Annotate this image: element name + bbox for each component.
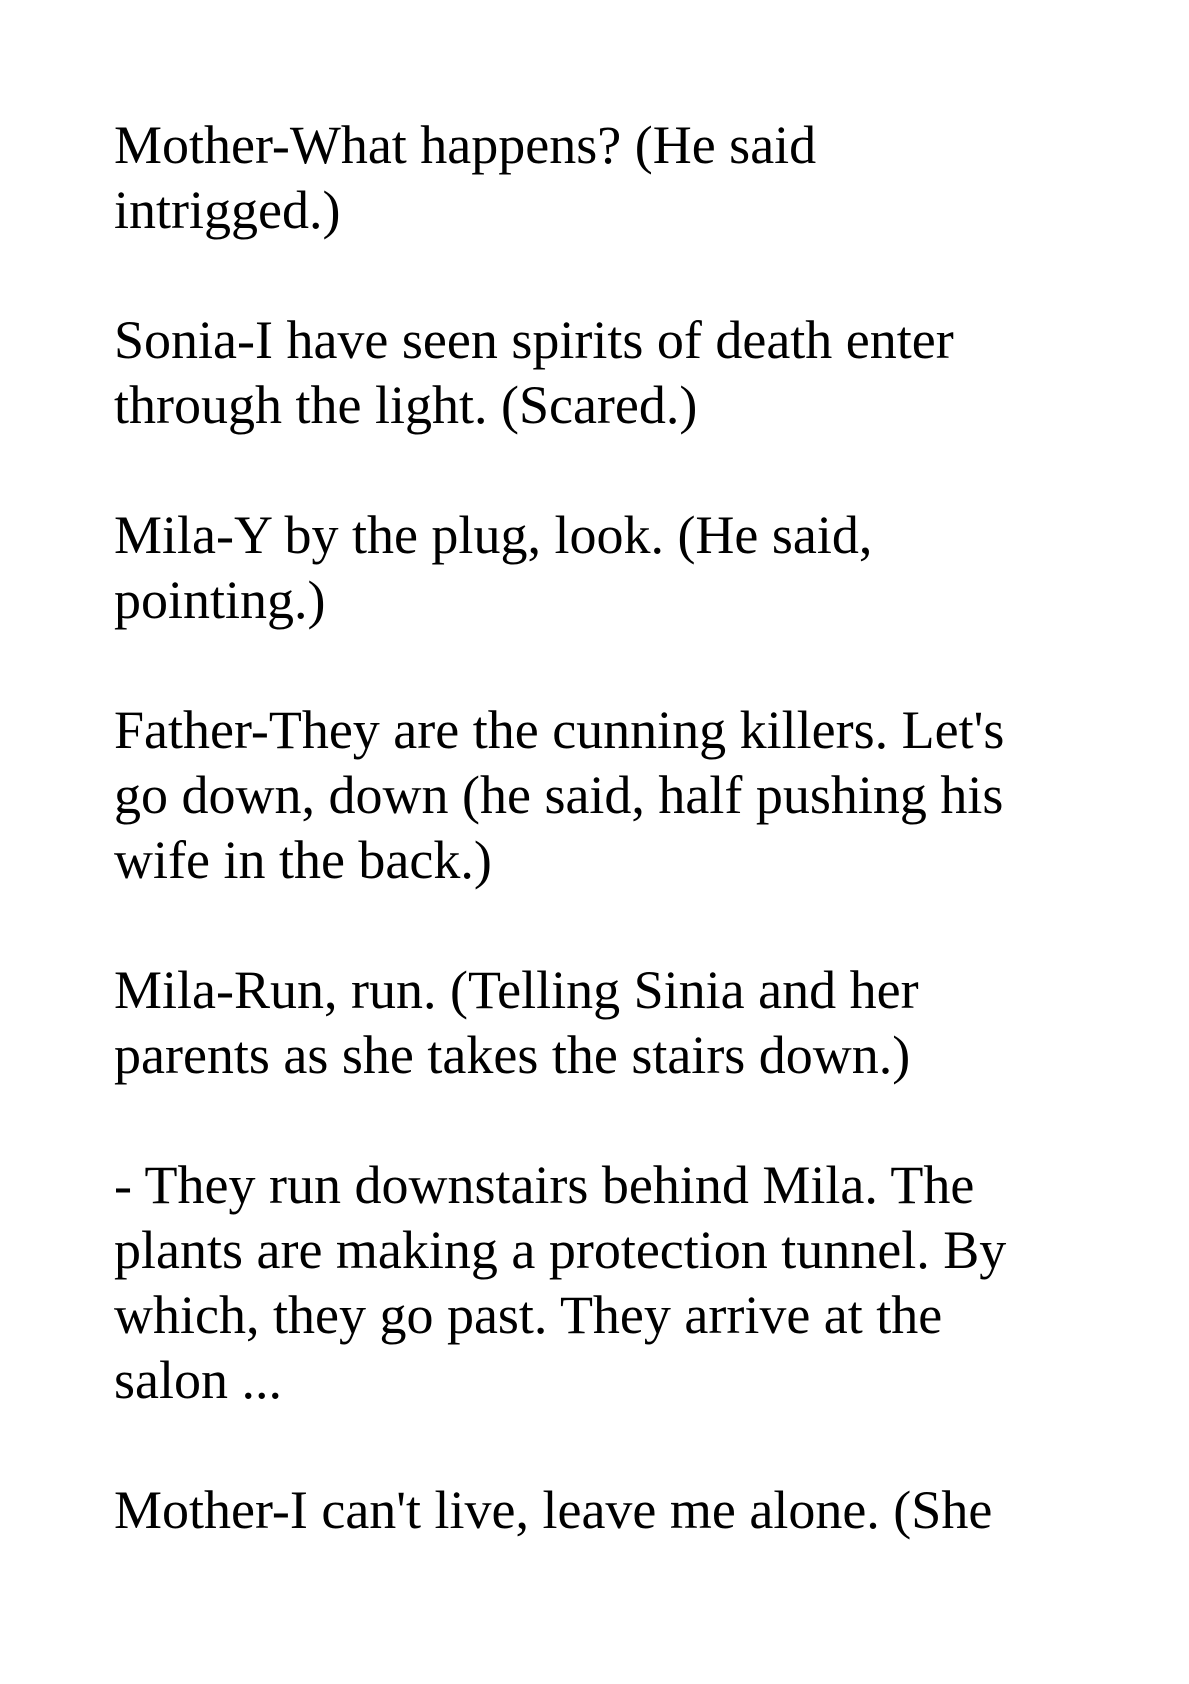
paragraph-mila-plug: Mila-Y by the plug, look. (He said, pointing.) bbox=[114, 505, 873, 630]
paragraph-narration-downstairs: - They run downstairs behind Mila. The plants are making a protection tunnel. By which, they go past. They arrive at the salon ... bbox=[114, 1155, 1007, 1410]
paragraph-father-killers: Father-They are the cunning killers. Let's go down, down (he said, half pushing his wife in the back.) bbox=[114, 700, 1005, 890]
paragraph-mother-what-happens: Mother-What happens? (He said intrigged.) bbox=[114, 115, 817, 240]
paragraph-mila-run: Mila-Run, run. (Telling Sinia and her parents as she takes the stairs down.) bbox=[114, 960, 919, 1085]
paragraph-sonia-spirits: Sonia-I have seen spirits of death enter through the light. (Scared.) bbox=[114, 310, 954, 435]
paragraph-mother-cant-live: Mother-I can't live, leave me alone. (She bbox=[114, 1480, 993, 1540]
